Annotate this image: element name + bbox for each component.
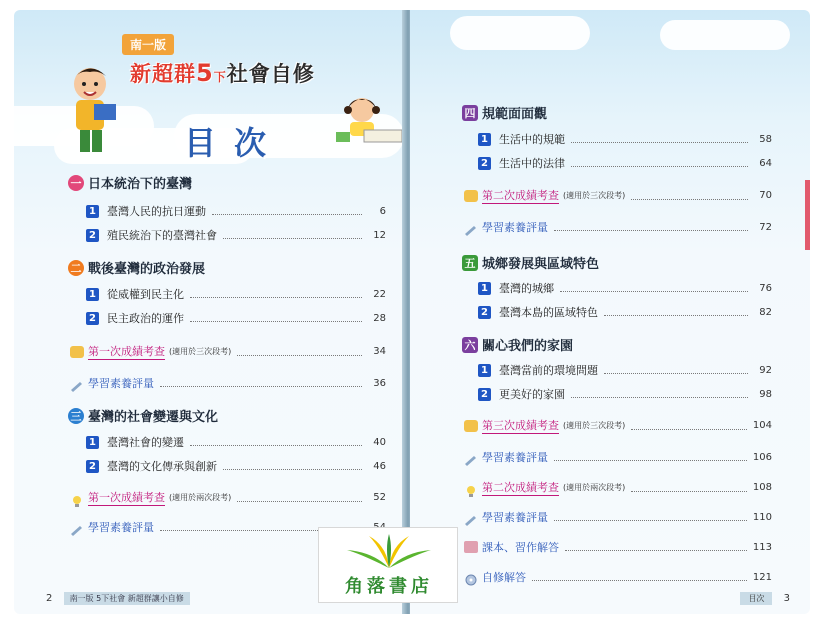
page-number: 36 — [373, 377, 386, 389]
footer-page-number: 2 — [46, 593, 53, 604]
exam-icon — [464, 190, 478, 202]
toc-item[interactable] — [478, 131, 772, 147]
page-number: 108 — [752, 482, 772, 493]
chapter-number-badge: 五 — [462, 255, 478, 271]
page-number: 52 — [373, 492, 386, 503]
leader-dots — [631, 484, 747, 492]
assessment-row[interactable] — [70, 375, 386, 391]
page-number: 98 — [759, 388, 772, 400]
toc-item[interactable] — [86, 458, 386, 474]
chapter-row[interactable] — [462, 103, 782, 122]
page-number: 28 — [373, 312, 386, 324]
leader-dots — [212, 207, 362, 215]
right-page — [410, 10, 810, 614]
book-title-series: 新超群 — [130, 62, 196, 86]
leader-dots — [554, 453, 747, 461]
bookstore-logo — [318, 527, 458, 603]
exam-note: (適用於三次段考) — [563, 191, 626, 200]
leader-dots — [237, 348, 362, 356]
exam-note: (適用於三次段考) — [169, 347, 232, 356]
exam-label: 第一次成績考查 — [88, 491, 165, 504]
page-number: 106 — [752, 451, 772, 463]
left-page — [14, 10, 404, 614]
assessment-row[interactable] — [464, 449, 772, 465]
leader-dots — [532, 573, 747, 581]
item-label: 臺灣的城鄉 — [499, 282, 554, 295]
assessment-label: 學習素養評量 — [88, 521, 154, 534]
page-number: 82 — [759, 306, 772, 318]
pencil-icon — [70, 377, 84, 389]
page-number: 12 — [373, 229, 386, 241]
item-number: 1 — [478, 364, 491, 377]
item-number: 1 — [86, 436, 99, 449]
book-spread — [14, 10, 810, 614]
item-number: 1 — [478, 133, 491, 146]
assessment-label: 學習素養評量 — [482, 221, 548, 234]
leader-dots — [560, 284, 748, 292]
leader-dots — [604, 366, 748, 374]
leader-dots — [571, 159, 748, 167]
toc-item[interactable] — [86, 310, 386, 326]
leader-dots — [554, 513, 747, 521]
answers-row[interactable] — [464, 569, 772, 585]
item-label: 臺灣本島的區域特色 — [499, 306, 598, 319]
item-label: 臺灣社會的變遷 — [107, 436, 184, 449]
leader-dots — [631, 422, 747, 430]
chapter-title: 關心我們的家園 — [482, 339, 574, 354]
chapter-row[interactable] — [462, 335, 782, 354]
boy-reading-icon — [58, 60, 128, 156]
leader-dots — [190, 290, 362, 298]
chapter-title: 城鄉發展與區域特色 — [482, 257, 600, 272]
item-label: 殖民統治下的臺灣社會 — [107, 229, 217, 242]
page-number: 92 — [759, 364, 772, 376]
leader-dots — [223, 462, 362, 470]
book-title — [130, 58, 315, 88]
toc-item[interactable] — [86, 286, 386, 302]
toc-title: 目次 — [184, 124, 285, 162]
page-number: 64 — [759, 157, 772, 169]
chapter-number-badge: 四 — [462, 105, 478, 121]
answers-label: 自修解答 — [482, 571, 526, 584]
book-title-subject: 社會自修 — [226, 62, 315, 86]
item-label: 生活中的規範 — [499, 133, 565, 146]
exam-label: 第一次成績考查 — [88, 345, 165, 358]
exam-note: (適用於三次段考) — [563, 421, 626, 430]
chapter-number-badge: 一 — [68, 175, 84, 191]
chapter-title: 臺灣的社會變遷與文化 — [88, 410, 219, 425]
left-footer — [46, 592, 190, 605]
pencil-icon — [70, 521, 84, 533]
item-number: 2 — [478, 157, 491, 170]
cloud-decoration — [450, 16, 590, 50]
answer-book-icon — [464, 541, 478, 553]
item-label: 臺灣人民的抗日運動 — [107, 205, 206, 218]
item-label: 民主政治的運作 — [107, 312, 184, 325]
exam-label: 第二次成績考查 — [482, 481, 559, 494]
leader-dots — [190, 438, 362, 446]
chapter-number-badge: 二 — [68, 260, 84, 276]
exam-icon — [70, 346, 84, 358]
toc-item[interactable] — [86, 434, 386, 450]
book-title-grade: 5 — [196, 59, 214, 87]
leader-dots — [237, 494, 362, 502]
book-title-volume: 下 — [213, 70, 227, 84]
exam-row[interactable] — [464, 417, 772, 434]
leader-dots — [571, 390, 748, 398]
chapter-title: 戰後臺灣的政治發展 — [88, 262, 206, 277]
page-number: 76 — [759, 282, 772, 294]
item-label: 從威權到民主化 — [107, 288, 184, 301]
chapter-title: 規範面面觀 — [482, 107, 548, 122]
page-number: 104 — [752, 420, 772, 431]
leader-dots — [571, 135, 748, 143]
chapter-title: 日本統治下的臺灣 — [88, 177, 193, 192]
page-number: 22 — [373, 288, 386, 300]
item-number: 1 — [86, 288, 99, 301]
cd-icon — [464, 571, 478, 583]
page-number: 70 — [759, 190, 772, 201]
exam-note: (適用於兩次段考) — [169, 493, 232, 502]
footer-book-tag: 南一版 5下社會 新超群讓小自修 — [64, 592, 190, 605]
page-number: 40 — [373, 436, 386, 448]
assessment-label: 學習素養評量 — [482, 511, 548, 524]
page-number: 72 — [759, 221, 772, 233]
assessment-row[interactable] — [464, 219, 772, 235]
page-edge-marker — [805, 180, 810, 250]
footer-page-number: 3 — [783, 593, 790, 604]
answers-row[interactable] — [464, 539, 772, 555]
assessment-label: 學習素養評量 — [88, 377, 154, 390]
assessment-row[interactable] — [464, 509, 772, 525]
item-number: 2 — [478, 306, 491, 319]
pencil-icon — [464, 451, 478, 463]
exam-row[interactable] — [70, 343, 386, 360]
page-number: 46 — [373, 460, 386, 472]
toc-item[interactable] — [478, 280, 772, 296]
exam-label: 第二次成績考查 — [482, 189, 559, 202]
exam-row[interactable] — [70, 489, 386, 506]
item-number: 2 — [86, 460, 99, 473]
cloud-decoration — [660, 20, 790, 50]
chapter-row[interactable] — [462, 253, 782, 272]
leader-dots — [223, 231, 362, 239]
item-number: 1 — [478, 282, 491, 295]
item-number: 2 — [86, 229, 99, 242]
toc-item[interactable] — [478, 362, 772, 378]
toc-item[interactable] — [478, 304, 772, 320]
item-label: 更美好的家園 — [499, 388, 565, 401]
toc-item[interactable] — [478, 155, 772, 171]
item-number: 2 — [478, 388, 491, 401]
page-number: 121 — [752, 571, 772, 583]
leader-dots — [604, 308, 748, 316]
pencil-icon — [464, 221, 478, 233]
page-number: 34 — [373, 346, 386, 357]
exam-note: (適用於兩次段考) — [563, 483, 626, 492]
leader-dots — [554, 223, 748, 231]
chapter-row[interactable] — [68, 406, 388, 425]
chapter-number-badge: 三 — [68, 408, 84, 424]
right-footer — [740, 592, 790, 605]
item-label: 臺灣當前的環境問題 — [499, 364, 598, 377]
page-number: 58 — [759, 133, 772, 145]
page-number: 110 — [752, 511, 772, 523]
exam-row[interactable] — [464, 187, 772, 204]
edition-badge: 南一版 — [122, 34, 174, 55]
toc-item[interactable] — [86, 227, 386, 243]
page-number: 113 — [752, 541, 772, 553]
leader-dots — [565, 543, 747, 551]
item-number: 2 — [86, 312, 99, 325]
toc-item[interactable] — [86, 203, 386, 219]
chapter-row[interactable] — [68, 258, 388, 277]
chapter-row[interactable] — [68, 173, 388, 192]
footer-section-tag: 目次 — [740, 592, 772, 605]
leader-dots — [190, 314, 362, 322]
exam-icon — [464, 420, 478, 432]
page-number: 6 — [379, 205, 386, 217]
leader-dots — [631, 192, 748, 200]
logo-text: 角落書店 — [345, 576, 433, 597]
chapter-number-badge: 六 — [462, 337, 478, 353]
leader-dots — [160, 379, 362, 387]
girl-reading-icon — [336, 92, 404, 146]
item-label: 臺灣的文化傳承與創新 — [107, 460, 217, 473]
pencil-icon — [464, 511, 478, 523]
tree-logo-icon — [339, 532, 439, 572]
toc-item[interactable] — [478, 386, 772, 402]
answers-label: 課本、習作解答 — [482, 541, 559, 554]
exam-label: 第三次成績考查 — [482, 419, 559, 432]
exam-row[interactable] — [464, 479, 772, 496]
item-label: 生活中的法律 — [499, 157, 565, 170]
item-number: 1 — [86, 205, 99, 218]
bulb-icon — [464, 482, 478, 494]
bulb-icon — [70, 492, 84, 504]
assessment-label: 學習素養評量 — [482, 451, 548, 464]
